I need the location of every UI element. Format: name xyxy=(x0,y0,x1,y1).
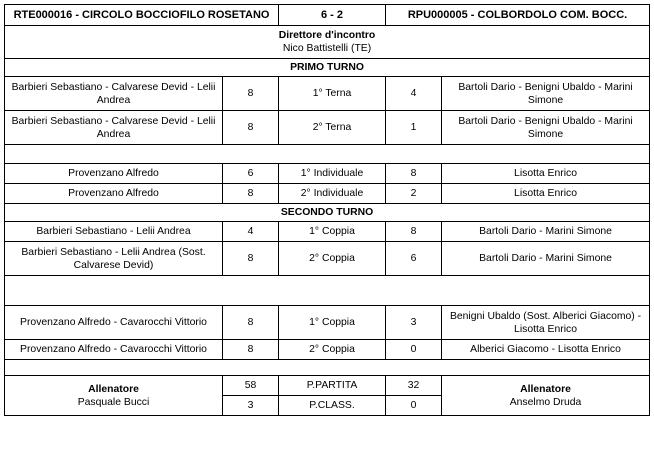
game-type: 2° Coppia xyxy=(279,340,386,360)
section-title-row xyxy=(5,59,650,77)
table-row xyxy=(5,111,650,145)
home-coach-cell xyxy=(5,376,223,416)
table-row xyxy=(5,184,650,204)
home-coach-label: Allenatore xyxy=(88,383,139,395)
away-score: 1 xyxy=(386,111,442,145)
home-score: 8 xyxy=(223,184,279,204)
table-row xyxy=(5,340,650,360)
away-team-name: RPU000005 - COLBORDOLO COM. BOCC. xyxy=(386,5,650,26)
first-round-title: PRIMO TURNO xyxy=(5,59,650,77)
game-type: 2° Individuale xyxy=(279,184,386,204)
final-score: 6 - 2 xyxy=(279,5,386,26)
home-players: Barbieri Sebastiano - Calvarese Devid - Lelii Andrea xyxy=(5,77,223,111)
table-row xyxy=(5,306,650,340)
table-row xyxy=(5,77,650,111)
home-players: Barbieri Sebastiano - Lelii Andrea (Sost. Calvarese Devid) xyxy=(5,242,223,276)
partita-label: P.PARTITA xyxy=(279,376,386,396)
away-score: 6 xyxy=(386,242,442,276)
home-score: 8 xyxy=(223,340,279,360)
spacer-row xyxy=(5,145,650,164)
director-row xyxy=(5,26,650,59)
spacer-cell xyxy=(5,145,650,164)
home-score: 8 xyxy=(223,111,279,145)
director-name: Nico Battistelli (TE) xyxy=(282,43,372,54)
home-score: 6 xyxy=(223,164,279,184)
away-players: Bartoli Dario - Benigni Ubaldo - Marini Simone xyxy=(442,77,650,111)
away-players: Lisotta Enrico xyxy=(442,184,650,204)
away-players: Alberici Giacomo - Lisotta Enrico xyxy=(442,340,650,360)
away-players: Bartoli Dario - Marini Simone xyxy=(442,222,650,242)
away-score: 8 xyxy=(386,222,442,242)
director-cell xyxy=(5,26,650,59)
home-class-points: 3 xyxy=(223,396,279,416)
second-round-title: SECONDO TURNO xyxy=(5,204,650,222)
home-partita-points: 58 xyxy=(223,376,279,396)
away-coach-name: Anselmo Druda xyxy=(509,396,582,408)
away-score: 8 xyxy=(386,164,442,184)
away-coach-cell xyxy=(442,376,650,416)
away-players: Lisotta Enrico xyxy=(442,164,650,184)
home-score: 4 xyxy=(223,222,279,242)
game-type: 1° Individuale xyxy=(279,164,386,184)
home-score: 8 xyxy=(223,77,279,111)
away-players: Benigni Ubaldo (Sost. Alberici Giacomo) - Lisotta Enrico xyxy=(442,306,650,340)
director-label: Direttore d'incontro xyxy=(278,30,376,41)
away-coach-label: Allenatore xyxy=(520,383,571,395)
away-players: Bartoli Dario - Marini Simone xyxy=(442,242,650,276)
away-score: 2 xyxy=(386,184,442,204)
home-players: Provenzano Alfredo xyxy=(5,184,223,204)
match-header-row xyxy=(5,5,650,26)
home-score: 8 xyxy=(223,306,279,340)
footer-row-partita xyxy=(5,376,650,396)
away-class-points: 0 xyxy=(386,396,442,416)
match-report-table xyxy=(4,4,650,416)
spacer-cell xyxy=(5,276,650,306)
spacer-row xyxy=(5,360,650,376)
away-score: 4 xyxy=(386,77,442,111)
table-row xyxy=(5,242,650,276)
home-score: 8 xyxy=(223,242,279,276)
game-type: 2° Coppia xyxy=(279,242,386,276)
game-type: 1° Terna xyxy=(279,77,386,111)
away-score: 0 xyxy=(386,340,442,360)
away-partita-points: 32 xyxy=(386,376,442,396)
table-row xyxy=(5,164,650,184)
home-players: Provenzano Alfredo - Cavarocchi Vittorio xyxy=(5,306,223,340)
home-players: Provenzano Alfredo - Cavarocchi Vittorio xyxy=(5,340,223,360)
away-score: 3 xyxy=(386,306,442,340)
home-players: Provenzano Alfredo xyxy=(5,164,223,184)
game-type: 1° Coppia xyxy=(279,222,386,242)
match-report xyxy=(4,4,649,416)
away-players: Bartoli Dario - Benigni Ubaldo - Marini Simone xyxy=(442,111,650,145)
class-label: P.CLASS. xyxy=(279,396,386,416)
spacer-row xyxy=(5,276,650,306)
home-coach-name: Pasquale Bucci xyxy=(77,396,150,408)
game-type: 1° Coppia xyxy=(279,306,386,340)
home-team-name: RTE000016 - CIRCOLO BOCCIOFILO ROSETANO xyxy=(5,5,279,26)
table-row xyxy=(5,222,650,242)
spacer-cell xyxy=(5,360,650,376)
home-players: Barbieri Sebastiano - Lelii Andrea xyxy=(5,222,223,242)
section-title-row xyxy=(5,204,650,222)
game-type: 2° Terna xyxy=(279,111,386,145)
home-players: Barbieri Sebastiano - Calvarese Devid - Lelii Andrea xyxy=(5,111,223,145)
